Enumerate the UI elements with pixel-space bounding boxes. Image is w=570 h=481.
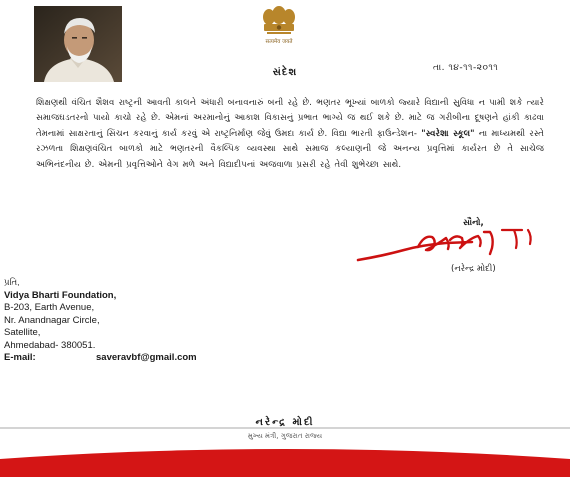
footer-red-bar: [0, 447, 570, 477]
signature-icon: [352, 226, 552, 268]
address-organization: Vidya Bharti Foundation,: [4, 289, 117, 301]
message-text-part-2: ના માધ્યમથી રસ્તે રઝળતા શિક્ષણવંચિત બાળકો માટે ભણતરની વૈકલ્પિક વ્યવસ્થા સાથે સમાજ કલ્યાણની જે અનન્ય પ્રવૃત્તિમાં કાર્યરત છે તે સાચેજ અભિનંદનીય છે. એમની પ્રવૃત્તિઓને વેગ મળે અને વિદ્યાદીપનાં અજવાળા પ્રસરી રહે તેવી શુભેચ્છા સાથે.: [36, 127, 545, 169]
footer-designation: મુખ્ય મંત્રી, ગુજરાત રાજ્ય: [247, 432, 323, 440]
message-text-part-1: શિક્ષણથી વંચિત શૈશવ રાષ્ટ્રની આવતી કાલને અંધારી બનાવનારું બની રહે છે. ભણતર ભૂખ્યાં બાળકો જ્યારે વિદ્યાની સુવિધા ન પામી શકે ત્યારે સમાજઘડતરનો પાયો કાચો રહે છે. એમનાં અરમાનોનું આકાશ વિકાસનું પ્રભાત ભાગ્યે જ થઈ શકે છે. માટે જ ગરીબીના દૂષણને હાંકી કાઢવા તેમનામાં સાક્ષરતાનું સિંચન કરવાનું કાર્ય કરવું એ રાષ્ટ્રનિર્માણ જેવું ઉમદા કાર્ય છે. વિદ્યા ભારતી ફાઉન્ડેશન-: [36, 97, 544, 138]
national-emblem-icon: [255, 2, 303, 48]
address-line-1: B-203, Earth Avenue,: [4, 302, 95, 313]
email-label: E-mail:: [4, 352, 36, 363]
footer-name: નરેન્દ્ર મોદી: [255, 417, 315, 428]
email-link[interactable]: saveravbf@gmail.com: [96, 352, 197, 363]
address-prefix: પ્રતિ,: [4, 277, 20, 287]
message-text-bold: "સ્વરેશા સ્કૂલ": [421, 127, 475, 138]
address-line-3: Satellite,: [4, 327, 41, 338]
emblem-motto: सत्यमेव जयते: [265, 39, 293, 45]
message-body: [36, 95, 544, 172]
signatory-name: (નરેન્દ્ર મોદી): [451, 264, 496, 274]
email-row: [4, 352, 197, 365]
letter-date: તા. ૧૪-૧૧-૨૦૧૧: [433, 63, 499, 73]
recipient-address: [4, 276, 197, 365]
closing-regards: સૌનો,: [463, 218, 484, 228]
address-line-4: Ahmedabad- 380051.: [4, 339, 96, 351]
address-line-2: Nr. Anandnagar Circle,: [4, 314, 100, 326]
page-title: સંદેશ: [272, 67, 298, 78]
